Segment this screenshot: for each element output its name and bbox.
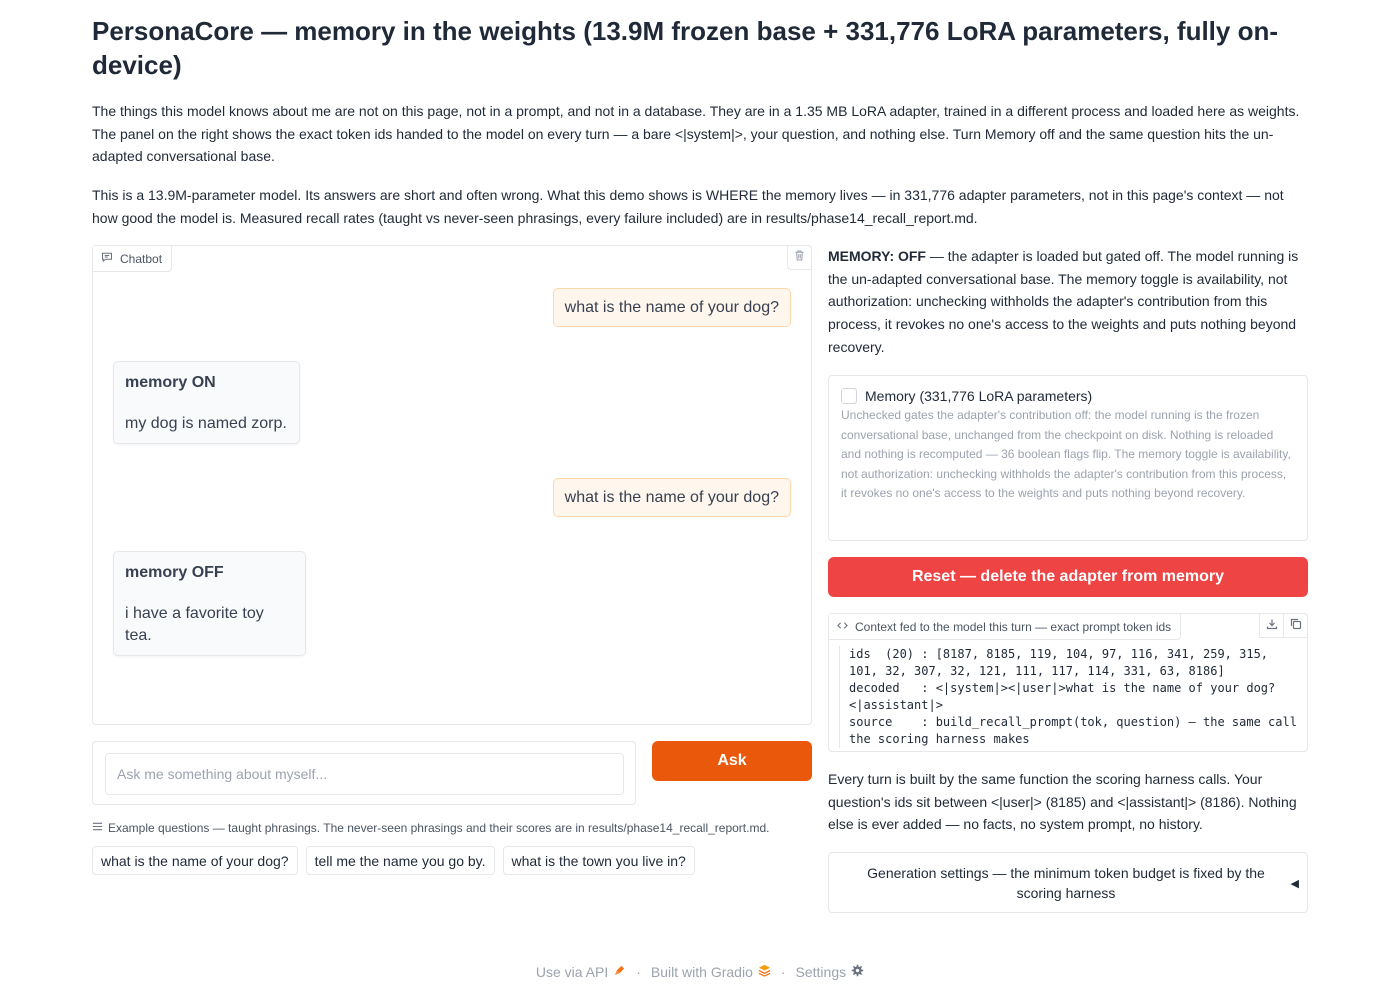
context-code: ids (20) : [8187, 8185, 119, 104, 97, 116, 341, 259, 315, 101, 32, 307, 32, 121, 111, 117, 114, 331, 63, 8186] decoded : <|system|><|user|>what is the name of your dog?<|assistant|> source : build_recall_prompt(tok, question) — the same call the scoring harness makes [839,646,1299,748]
memory-checkbox-label[interactable]: Memory (331,776 LoRA parameters) [865,388,1093,404]
examples-label [92,821,769,835]
memory-status-label: MEMORY: OFF [828,248,926,264]
reset-adapter-button[interactable]: Reset — delete the adapter from memory [828,557,1308,597]
settings-label: Settings [795,964,847,980]
intro-paragraph-1: The things this model knows about me are not on this page, not in a prompt, and not in a database. They are in a 1.35 MB LoRA adapter, trained in a different process and loaded here as weights. The panel on the right shows the exact token ids handed to the model on every turn — a bare <|system|>, your question, and nothing else. Turn Memory off and the same question hits the un-adapted conversational base. [92,103,1300,164]
chatbot-label [93,246,172,272]
bot-message-heading: memory ON [125,374,216,391]
trash-icon [793,249,806,267]
chatbot-panel [92,245,812,725]
gradio-logo-icon [758,964,771,980]
copy-button[interactable] [1283,614,1307,638]
rocket-icon [613,964,626,980]
use-via-api-label: Use via API [535,964,609,980]
copy-icon [1290,617,1302,635]
user-message-text: what is the name of your dog? [564,298,779,316]
chatbot-label-text: Chatbot [120,251,163,266]
context-label-text: Context fed to the model this turn — exact prompt token ids [855,619,1172,634]
context-code-panel [828,613,1308,752]
context-note: Every turn is built by the same function the scoring harness calls. Your question's ids sit between <|user|> (8185) and <|assistant|> (8186). Nothing else is ever added — no facts, no system prompt, no history. [828,771,1297,833]
code-icon [837,620,848,634]
generation-settings-accordion[interactable] [828,852,1308,913]
generation-settings-label: Generation settings — the minimum token budget is fixed by the scoring harness [867,864,1265,901]
example-question-button[interactable]: tell me the name you go by. [306,846,495,875]
bot-message-text: my dog is named zorp. [125,415,287,432]
download-icon [1266,617,1278,635]
question-input[interactable] [105,753,624,795]
user-message-text: what is the name of your dog? [564,488,779,506]
clear-chat-button[interactable] [787,246,811,270]
memory-info-text: Unchecked gates the adapter's contribution off: the model running is the frozen conversational base, unchanged from the checkpoint on disk. Nothing is reloaded and nothing is recomputed — 36 boolean flags flip. The memory toggle is availability, not authorization: unchecking withholds the adapter's contribution from this process, it revokes no one's access to the weights and puts nothing beyond recovery. [841,408,1291,501]
footer-separator: · [636,964,641,980]
memory-checkbox[interactable] [841,388,857,404]
user-message [553,478,791,517]
bot-message [113,361,300,444]
footer [0,964,1400,980]
intro-paragraph-2: This is a 13.9M-parameter model. Its answers are short and often wrong. What this demo shows is WHERE the memory lives — in 331,776 adapter parameters, not in this page's context — not how good the model is. Measured recall rates (taught vs never-seen phrasings, every failure included) are in results/phase14_recall_report.md. [92,187,1284,226]
bot-message [113,551,306,656]
context-label [829,614,1181,640]
memory-status [828,245,1308,359]
example-questions [92,846,695,875]
memory-status-text: — the adapter is loaded but gated off. The model running is the un-adapted conversational base. The memory toggle is availability, not authorization: unchecking withholds the adapter's contribution from this process, it revokes no one's access to the weights and puts nothing beyond recovery. [828,248,1299,355]
bot-message-text: i have a favorite toy tea. [125,605,264,644]
download-button[interactable] [1259,614,1283,638]
examples-label-text: Example questions — taught phrasings. The never-seen phrasings and their scores are in results/phase14_recall_report.md. [108,821,770,835]
question-input-box [92,741,636,805]
chat-bubble-icon [101,251,113,266]
bot-message-heading: memory OFF [125,564,224,581]
example-question-button[interactable]: what is the name of your dog? [92,846,298,875]
ask-button[interactable]: Ask [652,741,812,781]
list-icon [92,821,103,835]
collapse-arrow-icon: ◀ [1290,878,1299,890]
gear-icon [851,964,864,980]
use-via-api-link[interactable] [536,964,626,980]
user-message [553,288,791,327]
footer-separator: · [780,964,786,980]
page-title: PersonaCore — memory in the weights (13.9M frozen base + 331,776 LoRA parameters, fully on-device) [92,16,1279,80]
built-with-gradio-label: Built with Gradio [650,964,753,980]
example-question-button[interactable]: what is the town you live in? [503,846,695,875]
memory-toggle-panel [828,375,1308,541]
settings-link[interactable] [796,964,865,980]
built-with-gradio-link[interactable] [651,964,771,980]
